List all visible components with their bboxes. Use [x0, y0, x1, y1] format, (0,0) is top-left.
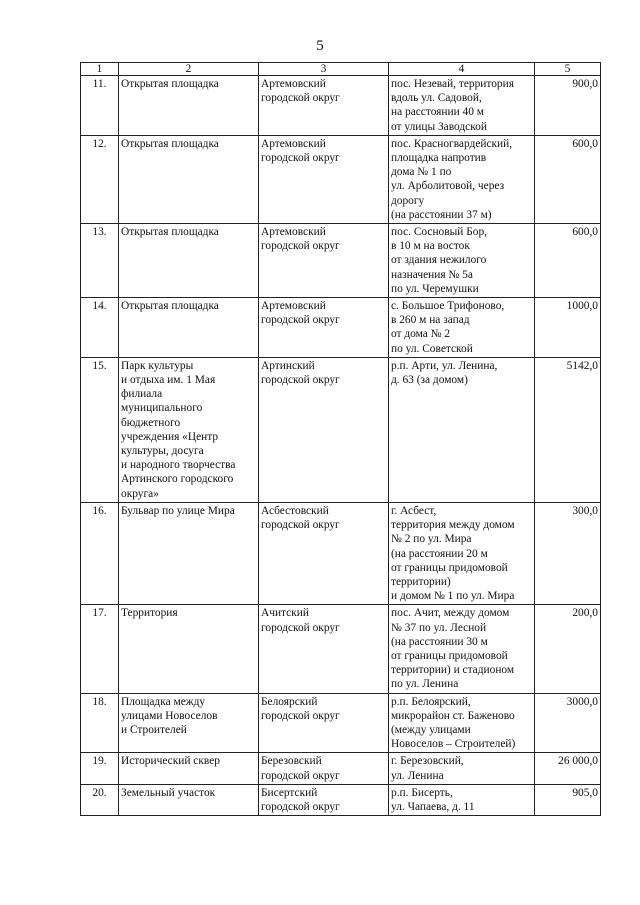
table-body [81, 76, 601, 816]
municipality-cell: Артинский городской округ [259, 357, 389, 502]
table-row [81, 224, 601, 298]
row-number-cell: 19. [81, 753, 119, 784]
table-row [81, 135, 601, 223]
object-name-cell: Исторический сквер [119, 753, 259, 784]
municipality-cell: Асбестовский городской округ [259, 502, 389, 604]
location-cell: р.п. Арти, ул. Ленина, д. 63 (за домом) [389, 357, 535, 502]
row-number-cell: 11. [81, 76, 119, 136]
area-value-cell: 200,0 [535, 605, 601, 693]
area-value-cell: 1000,0 [535, 298, 601, 358]
municipality-cell: Ачитский городской округ [259, 605, 389, 693]
row-number-cell: 17. [81, 605, 119, 693]
page-number: 5 [316, 38, 324, 54]
location-cell: р.п. Белоярский, микрорайон ст. Баженово (между улицами Новоселов – Строителей) [389, 693, 535, 753]
municipality-cell: Артемовский городской округ [259, 224, 389, 298]
municipality-cell: Березовский городской округ [259, 753, 389, 784]
table-row [81, 784, 601, 815]
row-number-cell: 12. [81, 135, 119, 223]
row-number-cell: 20. [81, 784, 119, 815]
municipality-cell: Бисертский городской округ [259, 784, 389, 815]
table-row [81, 693, 601, 753]
location-cell: пос. Красногвардейский, площадка напротив дома № 1 по ул. Арболитовой, через дорогу (на расстоянии 37 м) [389, 135, 535, 223]
location-cell: пос. Сосновый Бор, в 10 м на восток от здания нежилого назначения № 5а по ул. Черемушки [389, 224, 535, 298]
object-name-cell: Бульвар по улице Мира [119, 502, 259, 604]
municipality-cell: Белоярский городской округ [259, 693, 389, 753]
table-row [81, 298, 601, 358]
area-value-cell: 900,0 [535, 76, 601, 136]
object-name-cell: Открытая площадка [119, 135, 259, 223]
row-number-cell: 16. [81, 502, 119, 604]
area-value-cell: 600,0 [535, 135, 601, 223]
table-row [81, 357, 601, 502]
location-cell: г. Асбест, территория между домом № 2 по ул. Мира (на расстоянии 20 м от границы придомовой территории) и домом № 1 по ул. Мира [389, 502, 535, 604]
object-name-cell: Открытая площадка [119, 298, 259, 358]
object-name-cell: Парк культуры и отдыха им. 1 Мая филиала муниципального бюджетного учреждения «Центр культуры, досуга и народного творчества Артинского городского округа» [119, 357, 259, 502]
area-value-cell: 26 000,0 [535, 753, 601, 784]
object-name-cell: Открытая площадка [119, 76, 259, 136]
object-name-cell: Открытая площадка [119, 224, 259, 298]
area-value-cell: 600,0 [535, 224, 601, 298]
object-name-cell: Территория [119, 605, 259, 693]
table-row [81, 605, 601, 693]
column-header: 5 [535, 63, 601, 76]
location-cell: с. Большое Трифоново, в 260 м на запад от дома № 2 по ул. Советской [389, 298, 535, 358]
area-value-cell: 905,0 [535, 784, 601, 815]
row-number-cell: 14. [81, 298, 119, 358]
location-cell: пос. Ачит, между домом № 37 по ул. Лесной (на расстоянии 30 м от границы придомовой территории) и стадионом по ул. Ленина [389, 605, 535, 693]
column-header: 3 [259, 63, 389, 76]
table-row [81, 753, 601, 784]
header-row [81, 63, 601, 76]
row-number-cell: 18. [81, 693, 119, 753]
row-number-cell: 13. [81, 224, 119, 298]
column-header: 2 [119, 63, 259, 76]
object-name-cell: Площадка между улицами Новоселов и Строителей [119, 693, 259, 753]
row-number-cell: 15. [81, 357, 119, 502]
column-header: 1 [81, 63, 119, 76]
column-header: 4 [389, 63, 535, 76]
table-row [81, 76, 601, 136]
location-cell: г. Березовский, ул. Ленина [389, 753, 535, 784]
area-value-cell: 5142,0 [535, 357, 601, 502]
location-cell: р.п. Бисерть, ул. Чапаева, д. 11 [389, 784, 535, 815]
municipality-cell: Артемовский городской округ [259, 298, 389, 358]
object-name-cell: Земельный участок [119, 784, 259, 815]
location-cell: пос. Незевай, территория вдоль ул. Садовой, на расстоянии 40 м от улицы Заводской [389, 76, 535, 136]
area-value-cell: 3000,0 [535, 693, 601, 753]
data-table [80, 62, 601, 816]
municipality-cell: Артемовский городской округ [259, 135, 389, 223]
area-value-cell: 300,0 [535, 502, 601, 604]
table-row [81, 502, 601, 604]
municipality-cell: Артемовский городской округ [259, 76, 389, 136]
